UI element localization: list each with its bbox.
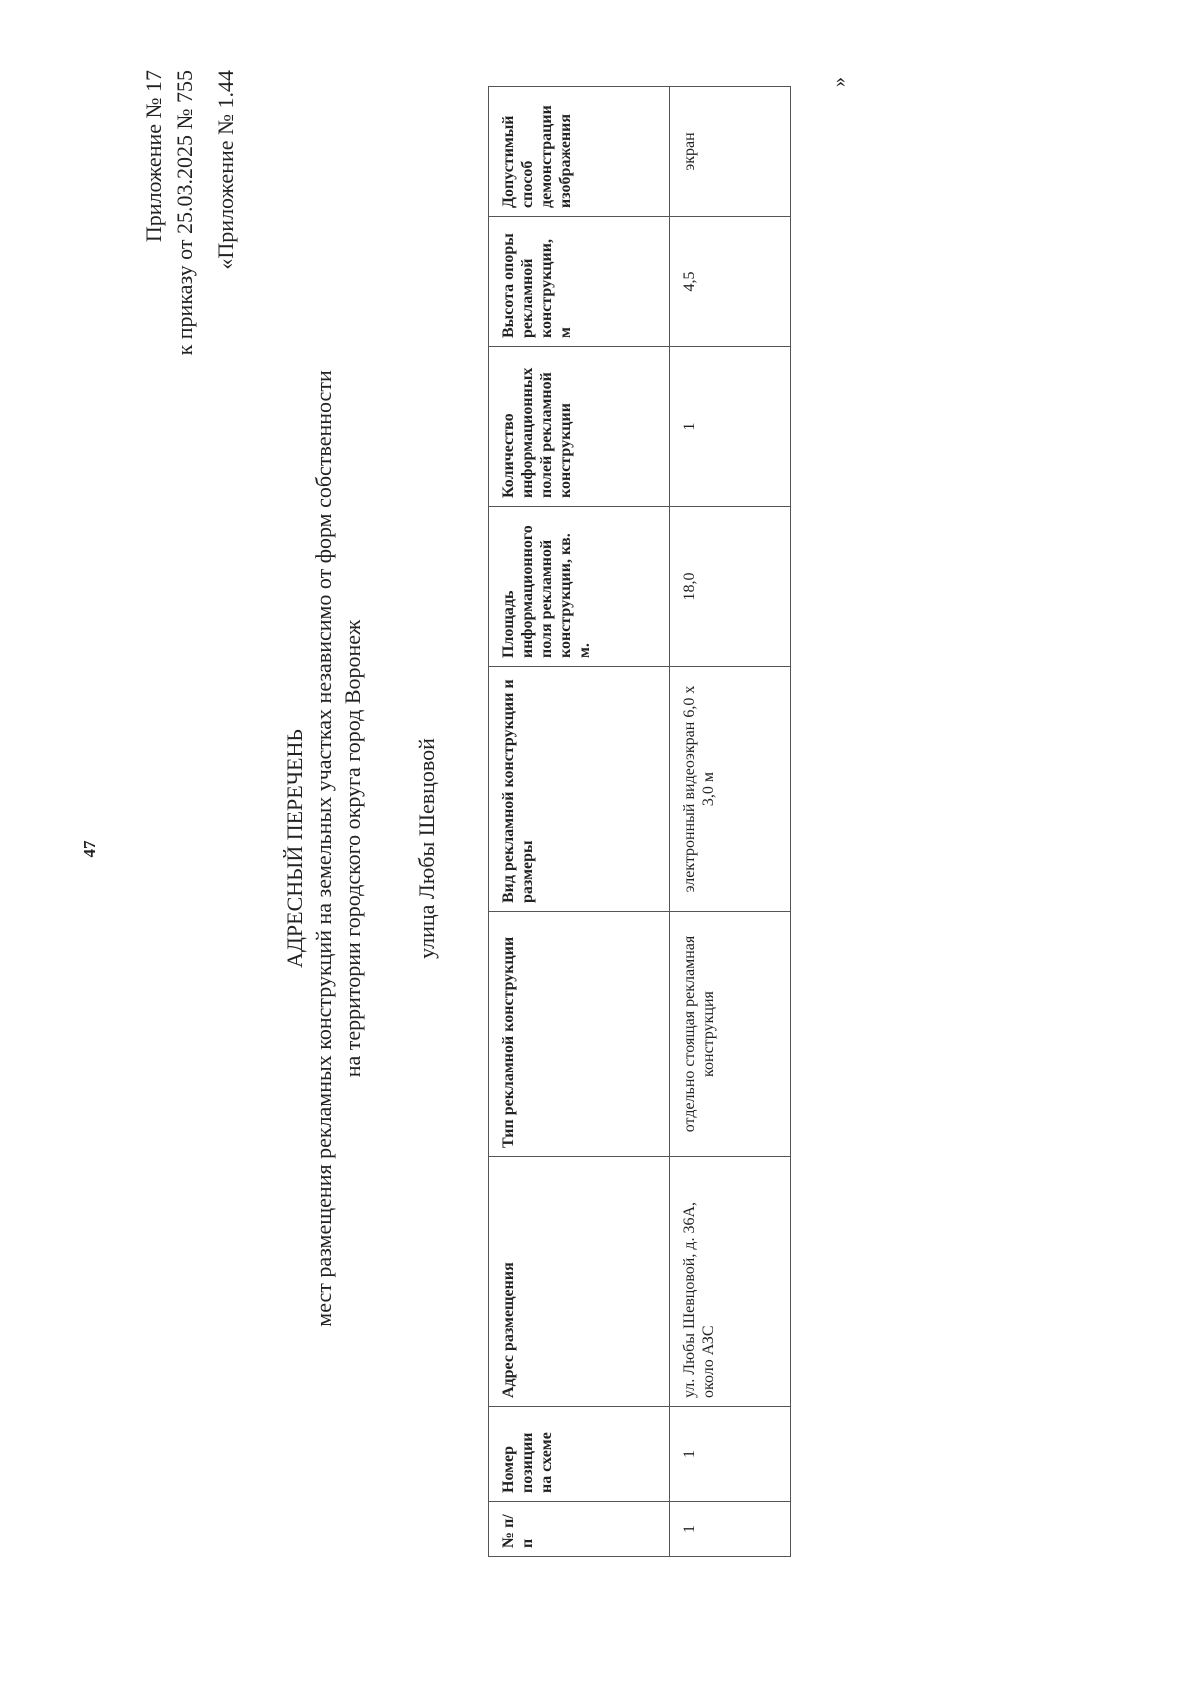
advertising-locations-table	[488, 86, 791, 1557]
order-reference: к приказу от 25.03.2025 № 755	[172, 70, 197, 356]
cell-construction-kind: электронный видеоэкран 6,0 х 3,0 м	[670, 667, 791, 912]
street-title: улица Любы Шевцовой	[414, 738, 439, 959]
column-header: Номер позиции на схеме	[489, 1407, 670, 1502]
cell-row-number: 1	[670, 1502, 791, 1557]
document-subtitle-line2: на территории городского округа город Воронеж	[340, 619, 365, 1078]
table-row	[670, 87, 791, 1557]
closing-quote: »	[828, 77, 850, 87]
column-header: Площадь информационного поля рекламной конструкции, кв. м.	[489, 507, 670, 667]
cell-support-height: 4,5	[670, 217, 791, 347]
sub-appendix-number: «Приложение № 1.44	[213, 70, 238, 270]
column-header: Количество информационных полей рекламной конструкции	[489, 347, 670, 507]
column-header: Тип рекламной конструкции	[489, 912, 670, 1157]
cell-position-number: 1	[670, 1407, 791, 1502]
document-subtitle-line1: мест размещения рекламных конструкций на земельных участках независимо от форм собственности	[311, 370, 336, 1327]
document-title: АДРЕСНЫЙ ПЕРЕЧЕНЬ	[282, 729, 307, 968]
cell-display-method: экран	[670, 87, 791, 217]
cell-address: ул. Любы Шевцовой, д. 36А, около АЗС	[670, 1157, 791, 1407]
page-number: 47	[80, 840, 99, 858]
cell-field-count: 1	[670, 347, 791, 507]
table-header-row	[489, 87, 670, 1557]
appendix-number: Приложение № 17	[141, 70, 166, 243]
column-header: Вид рекламной конструкции и размеры	[489, 667, 670, 912]
column-header: № п/п	[489, 1502, 670, 1557]
document-heading	[280, 0, 367, 1697]
cell-field-area: 18,0	[670, 507, 791, 667]
column-header: Адрес размещения	[489, 1157, 670, 1407]
cell-construction-type: отдельно стоящая рекламная конструкция	[670, 912, 791, 1157]
column-header: Допустимый способ демонстрации изображения	[489, 87, 670, 217]
column-header: Высота опоры рекламной конструкции, м	[489, 217, 670, 347]
appendix-header	[138, 70, 241, 355]
